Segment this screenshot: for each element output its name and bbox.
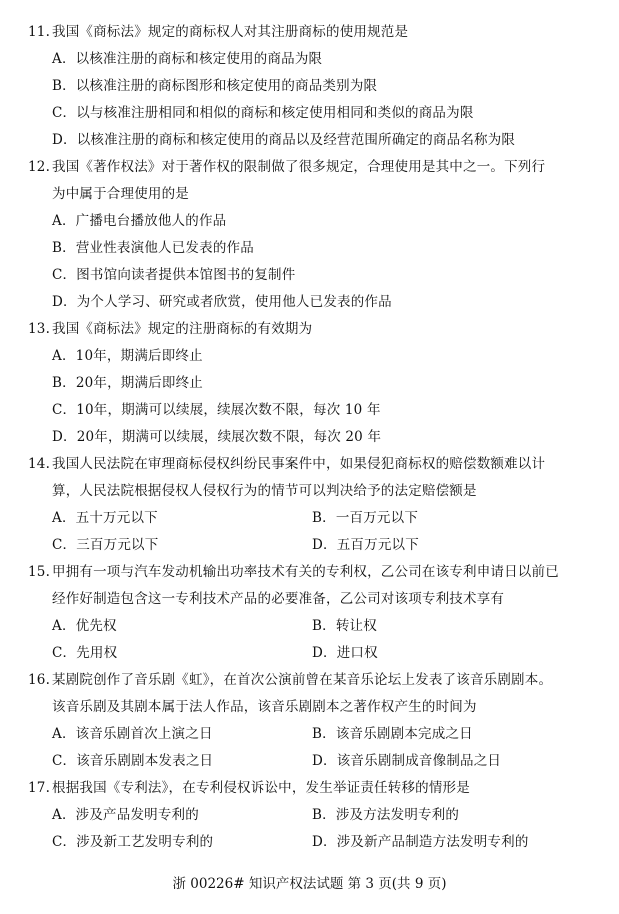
question-14-text-line-2: 算，人民法院根据侵权人侵权行为的情节可以判决给予的法定赔偿额是 bbox=[52, 483, 477, 499]
question-17-option-c: C．涉及新工艺发明专利的 bbox=[52, 834, 214, 850]
question-12-option-b: B．营业性表演他人已发表的作品 bbox=[52, 240, 254, 256]
question-15-option-b: B．转让权 bbox=[312, 618, 377, 634]
question-11-option-b: B．以核准注册的商标图形和核定使用的商品类别为限 bbox=[52, 78, 378, 94]
question-12-text-line-2: 为中属于合理使用的是 bbox=[52, 186, 189, 202]
question-15-text-line-1: 甲拥有一项与汽车发动机输出功率技术有关的专利权，乙公司在该专利申请日以前已 bbox=[52, 564, 559, 580]
question-11-option-a: A．以核准注册的商标和核定使用的商品为限 bbox=[52, 51, 323, 67]
question-15-option-c: C．先用权 bbox=[52, 645, 118, 661]
question-11-number: 11. bbox=[28, 24, 51, 40]
question-12-text-line-1: 我国《著作权法》对于著作权的限制做了很多规定，合理使用是其中之一。下列行 bbox=[52, 159, 546, 175]
question-16-text-line-2: 该音乐剧及其剧本属于法人作品，该音乐剧剧本之著作权产生的时间为 bbox=[52, 699, 477, 715]
question-16-option-d: D．该音乐剧制成音像制品之日 bbox=[312, 753, 502, 769]
question-17-text: 根据我国《专利法》，在专利侵权诉讼中，发生举证责任转移的情形是 bbox=[52, 780, 470, 796]
question-11-option-d: D．以核准注册的商标和核定使用的商品以及经营范围所确定的商品名称为限 bbox=[52, 132, 516, 148]
question-14-option-d: D．五百万元以下 bbox=[312, 537, 419, 553]
question-13-option-a: A．10年，期满后即终止 bbox=[52, 348, 203, 364]
question-15-text-line-2: 经作好制造包含这一专利技术产品的必要准备，乙公司对该项专利技术享有 bbox=[52, 591, 505, 607]
page-footer: 浙 00226# 知识产权法试题 第 3 页(共 9 页) bbox=[172, 876, 447, 892]
question-12-option-c: C．图书馆向读者提供本馆图书的复制件 bbox=[52, 267, 296, 283]
question-17-option-b: B．涉及方法发明专利的 bbox=[312, 807, 460, 823]
question-14-option-a: A．五十万元以下 bbox=[52, 510, 158, 526]
question-13-number: 13. bbox=[28, 321, 51, 337]
question-17-number: 17. bbox=[28, 780, 51, 796]
question-14-option-b: B．一百万元以下 bbox=[312, 510, 419, 526]
question-16-text-line-1: 某剧院创作了音乐剧《虹》，在首次公演前曾在某音乐论坛上发表了该音乐剧剧本。 bbox=[52, 672, 553, 688]
question-12-option-a: A．广播电台播放他人的作品 bbox=[52, 213, 227, 229]
question-17-option-a: A．涉及产品发明专利的 bbox=[52, 807, 199, 823]
question-16-option-c: C．该音乐剧剧本发表之日 bbox=[52, 753, 214, 769]
question-12-number: 12. bbox=[28, 159, 51, 175]
question-13-option-d: D．20年，期满可以续展，续展次数不限，每次 20 年 bbox=[52, 429, 382, 445]
question-13-option-b: B．20年，期满后即终止 bbox=[52, 375, 203, 391]
question-16-option-b: B．该音乐剧剧本完成之日 bbox=[312, 726, 473, 742]
question-13-text: 我国《商标法》规定的注册商标的有效期为 bbox=[52, 321, 313, 337]
question-16-option-a: A．该音乐剧首次上演之日 bbox=[52, 726, 213, 742]
question-14-option-c: C．三百万元以下 bbox=[52, 537, 159, 553]
question-11-text: 我国《商标法》规定的商标权人对其注册商标的使用规范是 bbox=[52, 24, 409, 40]
question-15-number: 15. bbox=[28, 564, 51, 580]
question-12-option-d: D．为个人学习、研究或者欣赏，使用他人已发表的作品 bbox=[52, 294, 392, 310]
question-17-option-d: D．涉及新产品制造方法发明专利的 bbox=[312, 834, 529, 850]
question-15-option-d: D．进口权 bbox=[312, 645, 378, 661]
question-13-option-c: C．10年，期满可以续展，续展次数不限，每次 10 年 bbox=[52, 402, 381, 418]
question-14-number: 14. bbox=[28, 456, 51, 472]
question-15-option-a: A．优先权 bbox=[52, 618, 117, 634]
question-16-number: 16. bbox=[28, 672, 51, 688]
question-14-text-line-1: 我国人民法院在审理商标侵权纠纷民事案件中，如果侵犯商标权的赔偿数额难以计 bbox=[52, 456, 546, 472]
question-11-option-c: C．以与核准注册相同和相似的商标和核定使用相同和类似的商品为限 bbox=[52, 105, 474, 121]
